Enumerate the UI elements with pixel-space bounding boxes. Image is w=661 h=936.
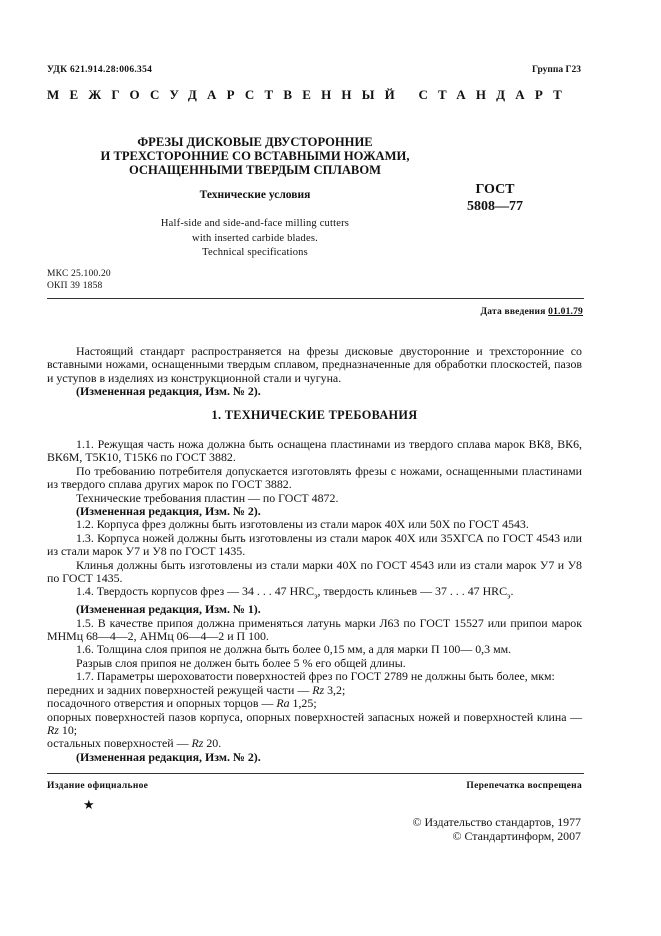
reprint-prohibited-label: Перепечатка воспрещена bbox=[466, 781, 582, 791]
change-note-2: (Измененная редакция, Изм. № 1). bbox=[76, 602, 261, 617]
technical-conditions-label: Технические условия bbox=[199, 189, 311, 201]
change-note-1: (Измененная редакция, Изм. № 2). bbox=[76, 504, 261, 519]
section-1-heading: 1. ТЕХНИЧЕСКИЕ ТРЕБОВАНИЯ bbox=[211, 408, 418, 422]
classification-codes bbox=[47, 268, 111, 292]
roughness-value: 20. bbox=[203, 736, 222, 751]
copyright-1977: © Издательство стандартов, 1977 bbox=[412, 815, 581, 829]
okp-code: ОКП 39 1858 bbox=[47, 281, 103, 291]
clause-1-3: 1.3. Корпуса ножей должны быть изготовлены из стали марок 40Х или 35ХГСА по ГОСТ 4543 или из стали марок У7 и У8 по ГОСТ 1435. bbox=[47, 530, 582, 559]
roughness-item-bore bbox=[47, 697, 582, 710]
header-divider bbox=[47, 298, 584, 299]
hardness-subscript-a: э bbox=[314, 591, 318, 601]
clause-1-1: 1.1. Режущая часть ножа должна быть оснащена пластинами из твердого сплава марок ВК8, ВК6, ВК6М, Т5К10, Т15К6 по ГОСТ 3882. bbox=[47, 437, 582, 465]
gost-number: 5808—77 bbox=[467, 199, 523, 214]
english-title-line-3: Technical specifications bbox=[202, 247, 308, 258]
clause-1-4 bbox=[47, 585, 582, 603]
gost-label: ГОСТ bbox=[475, 182, 515, 197]
roughness-value: 10; bbox=[58, 722, 78, 737]
copyright-2007: © Стандартинформ, 2007 bbox=[452, 828, 581, 843]
roughness-symbol: Rz bbox=[191, 736, 204, 751]
title-line-2: И ТРЕХСТОРОННИЕ СО ВСТАВНЫМИ НОЖАМИ, bbox=[100, 149, 410, 163]
roughness-value: 1,25; bbox=[289, 696, 317, 711]
roughness-item-slots bbox=[47, 711, 582, 738]
roughness-item-text: остальных поверхностей — bbox=[47, 736, 192, 751]
intro-section bbox=[47, 345, 582, 399]
roughness-item-other bbox=[47, 737, 582, 750]
roughness-item-text: посадочного отверстия и опорных торцов — bbox=[47, 696, 277, 711]
gost-designation bbox=[440, 181, 550, 215]
clause-1-4-end: . bbox=[510, 584, 514, 599]
english-title-line-1: Half-side and side-and-face milling cutters bbox=[160, 218, 350, 229]
clause-1-1-plates: Технические требования пластин — по ГОСТ 4872. bbox=[76, 490, 339, 505]
star-icon: ★ bbox=[83, 797, 95, 812]
clause-1-2: 1.2. Корпуса фрез должны быть изготовлены из стали марок 40Х или 50Х по ГОСТ 4543. bbox=[76, 517, 529, 532]
introduction-date bbox=[481, 307, 583, 317]
title-line-1: ФРЕЗЫ ДИСКОВЫЕ ДВУСТОРОННИЕ bbox=[137, 135, 373, 149]
roughness-symbol: Rz bbox=[312, 682, 325, 697]
english-title-line-2: with inserted carbide blades. bbox=[192, 232, 318, 244]
clause-1-4-part-b: , твердость клиньев — 37 . . . 47 HRC bbox=[317, 584, 508, 599]
interstate-standard-banner: МЕЖГОСУДАРСТВЕННЫЙ СТАНДАРТ bbox=[47, 87, 573, 102]
roughness-value: 3,2; bbox=[324, 682, 346, 697]
copyright-block bbox=[412, 816, 581, 843]
intro-change-note: (Измененная редакция, Изм. № 2). bbox=[76, 384, 261, 399]
clause-1-4-part-a: 1.4. Твердость корпусов фрез — 34 . . . 47 HRC bbox=[76, 584, 315, 599]
roughness-symbol: Rz bbox=[47, 722, 59, 737]
footer-divider bbox=[47, 773, 584, 774]
roughness-symbol: Ra bbox=[276, 696, 290, 711]
roughness-item-text: передних и задних поверхностей режущей части — bbox=[47, 682, 313, 697]
section-1-body bbox=[47, 438, 582, 764]
official-edition-label: Издание официальное bbox=[47, 781, 149, 791]
group-code: Группа Г23 bbox=[532, 65, 581, 75]
clause-1-1-option: По требованию потребителя допускается изготовлять фрезы с ножами, оснащенными пластинами из твердого сплава других марок по ГОСТ 3882. bbox=[47, 463, 582, 492]
document-title bbox=[70, 135, 440, 177]
clause-1-6: 1.6. Толщина слоя припоя не должна быть более 0,15 мм, а для марки П 100— 0,3 мм. bbox=[76, 642, 512, 657]
udk-code: УДК 621.914.28:006.354 bbox=[47, 65, 153, 75]
roughness-item-front-rear bbox=[47, 684, 582, 697]
change-note-3: (Измененная редакция, Изм. № 2). bbox=[76, 749, 261, 764]
roughness-item-text: опорных поверхностей пазов корпуса, опорных поверхностей запасных ножей и поверхностей клина — bbox=[47, 709, 582, 724]
title-line-3: ОСНАЩЕННЫМИ ТВЕРДЫМ СПЛАВОМ bbox=[128, 163, 382, 177]
clause-1-5: 1.5. В качестве припоя должна применяться латунь марки Л63 по ГОСТ 15527 или припои марок МНМц 68—4—2, АНМц 06—4—2 и П 100. bbox=[47, 615, 582, 644]
clause-1-7: 1.7. Параметры шероховатости поверхностей фрез по ГОСТ 2789 не должны быть более, мкм: bbox=[76, 669, 555, 684]
english-title bbox=[120, 217, 390, 261]
intro-paragraph: Настоящий стандарт распространяется на фрезы дисковые двусторонние и трехсторонние со вставными ножами, оснащенными твердым сплавом, предназначенные для обработки плоскостей, пазов и уступов в изделиях из конструкционной стали и чугуна. bbox=[47, 344, 582, 385]
clause-1-6-gap: Разрыв слоя припоя не должен быть более 5 % его общей длины. bbox=[76, 655, 406, 670]
clause-1-3-wedges: Клинья должны быть изготовлены из стали марки 40Х по ГОСТ 4543 или из стали марок У7 и У8 по ГОСТ 1435. bbox=[47, 557, 582, 586]
mks-code: МКС 25.100.20 bbox=[47, 269, 111, 279]
introduction-date-value: 01.01.79 bbox=[548, 307, 583, 317]
hardness-subscript-b: э bbox=[507, 591, 511, 601]
introduction-date-label: Дата введения bbox=[480, 307, 546, 317]
